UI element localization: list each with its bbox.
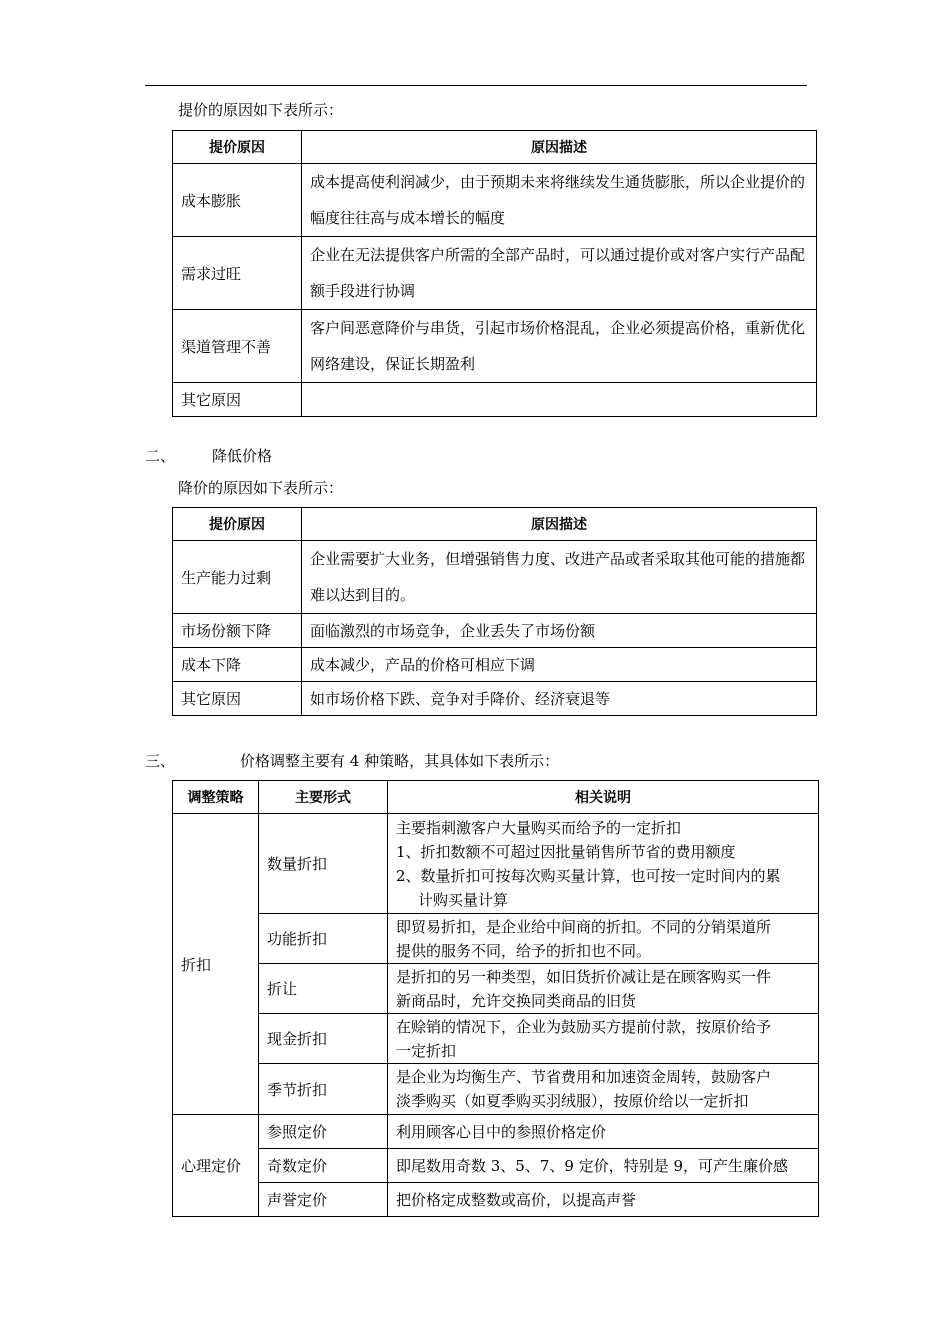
description-cell: 成本减少，产品的价格可相应下调	[302, 648, 817, 682]
description-cell	[388, 1014, 819, 1064]
section-title: 降低价格	[212, 447, 273, 465]
header-rule	[145, 85, 807, 86]
description-line: 是折扣的另一种类型，如旧货折价减让是在顾客购买一件	[396, 967, 772, 986]
column-header: 提价原因	[173, 508, 302, 541]
description-line: 1、折扣数额不可超过因批量销售所节省的费用额度	[396, 842, 736, 861]
table-row	[173, 914, 819, 964]
column-header: 原因描述	[302, 131, 817, 164]
description-cell: 即尾数用奇数 3、5、7、9 定价，特别是 9，可产生廉价感	[388, 1149, 819, 1183]
description-cell	[388, 1064, 819, 1115]
description-line: 在赊销的情况下，企业为鼓励买方提前付款，按原价给予	[396, 1017, 772, 1036]
form-cell: 参照定价	[259, 1115, 388, 1149]
description-cell	[302, 383, 817, 417]
description-cell: 把价格定成整数或高价，以提高声誉	[388, 1183, 819, 1217]
strategy-cell: 心理定价	[173, 1115, 259, 1217]
section-number: 三、	[145, 752, 176, 770]
description-line: 即贸易折扣，是企业给中间商的折扣。不同的分销渠道所	[396, 917, 772, 936]
column-header: 原因描述	[302, 508, 817, 541]
description-cell	[388, 964, 819, 1014]
form-cell: 季节折扣	[259, 1064, 388, 1115]
table-row	[173, 237, 817, 310]
table-row	[173, 648, 817, 682]
description-line: 是企业为均衡生产、节省费用和加速资金周转，鼓励客户	[396, 1068, 772, 1086]
description-line: 主要指刺激客户大量购买而给予的一定折扣	[396, 818, 682, 837]
description-line: 淡季购买（如夏季购买羽绒服），按原价给以一定折扣	[396, 1092, 749, 1110]
table-row	[173, 1149, 819, 1183]
form-cell: 折让	[259, 964, 388, 1014]
column-header: 主要形式	[259, 781, 388, 814]
section-title: 价格调整主要有 4 种策略，其具体如下表所示：	[240, 752, 560, 770]
description-line: 一定折扣	[396, 1041, 457, 1060]
reason-cell: 成本下降	[173, 648, 302, 682]
reason-cell: 其它原因	[173, 383, 302, 417]
description-cell: 企业需要扩大业务，但增强销售力度、改进产品或者采取其他可能的措施都难以达到目的。	[302, 541, 817, 614]
section-number: 二、	[145, 447, 176, 465]
description-line: 2、数量折扣可按每次购买量计算，也可按一定时间内的累	[396, 866, 781, 885]
column-header: 相关说明	[388, 781, 819, 814]
table-header-row	[173, 131, 817, 164]
table-row	[173, 383, 817, 417]
lower-price-table	[172, 507, 817, 716]
table-header-row	[173, 781, 819, 814]
description-line: 提供的服务不同，给予的折扣也不同。	[396, 941, 652, 960]
table-row	[173, 964, 819, 1014]
reason-cell: 成本膨胀	[173, 164, 302, 237]
table-row	[173, 814, 819, 914]
description-cell	[388, 814, 819, 914]
description-line: 计购买量计算	[418, 890, 509, 909]
column-header: 调整策略	[173, 781, 259, 814]
table-header-row	[173, 508, 817, 541]
form-cell: 功能折扣	[259, 914, 388, 964]
table-row	[173, 614, 817, 648]
description-line: 新商品时，允许交换同类商品的旧货	[396, 991, 637, 1010]
table-row	[173, 1115, 819, 1149]
description-cell	[388, 914, 819, 964]
table-row	[173, 310, 817, 383]
description-cell: 客户间恶意降价与串货，引起市场价格混乱，企业必须提高价格，重新优化网络建设，保证长期盈利	[302, 310, 817, 383]
table-row	[173, 1014, 819, 1064]
description-cell: 面临激烈的市场竞争，企业丢失了市场份额	[302, 614, 817, 648]
form-cell: 声誉定价	[259, 1183, 388, 1217]
reason-cell: 其它原因	[173, 682, 302, 716]
table-row	[173, 1183, 819, 1217]
table-row	[173, 541, 817, 614]
description-cell: 成本提高使利润减少，由于预期未来将继续发生通货膨胀，所以企业提价的幅度往往高与成本增长的幅度	[302, 164, 817, 237]
strategy-cell: 折扣	[173, 814, 259, 1115]
description-cell: 利用顾客心目中的参照价格定价	[388, 1115, 819, 1149]
form-cell: 奇数定价	[259, 1149, 388, 1183]
intro-raise-price: 提价的原因如下表所示：	[178, 101, 344, 119]
description-cell: 企业在无法提供客户所需的全部产品时，可以通过提价或对客户实行产品配额手段进行协调	[302, 237, 817, 310]
reason-cell: 市场份额下降	[173, 614, 302, 648]
raise-price-table	[172, 130, 817, 417]
intro-lower-price: 降价的原因如下表所示：	[178, 479, 344, 497]
reason-cell: 生产能力过剩	[173, 541, 302, 614]
form-cell: 数量折扣	[259, 814, 388, 914]
reason-cell: 渠道管理不善	[173, 310, 302, 383]
reason-cell: 需求过旺	[173, 237, 302, 310]
form-cell: 现金折扣	[259, 1014, 388, 1064]
table-row	[173, 1064, 819, 1115]
table-row	[173, 164, 817, 237]
column-header: 提价原因	[173, 131, 302, 164]
description-cell: 如市场价格下跌、竞争对手降价、经济衰退等	[302, 682, 817, 716]
table-row	[173, 682, 817, 716]
price-strategy-table	[172, 780, 819, 1217]
